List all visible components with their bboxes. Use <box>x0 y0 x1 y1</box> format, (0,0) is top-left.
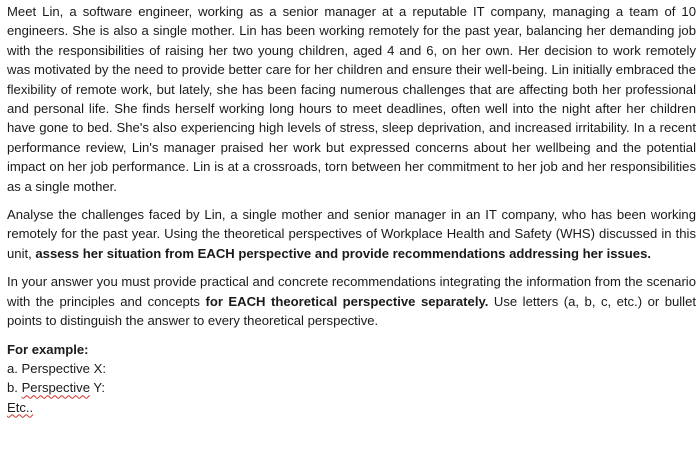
example-line-b-prefix: b. <box>7 380 22 396</box>
task-emphasis: assess her situation from EACH perspective and provide recommendations addressing her issues. <box>35 245 651 261</box>
spellcheck-word: Perspective <box>21 380 90 396</box>
example-heading: For example: <box>7 341 89 357</box>
instructions-text-before: In your answer you must provide practical and concrete recommendations integrating the information from the scenario with the principles and concepts <box>7 274 696 309</box>
example-line-etc <box>7 398 696 417</box>
example-line-a: a. Perspective X: <box>7 360 106 376</box>
instructions-text-after: Use letters (a, b, c, etc.) or bullet points to distinguish the answer to every theoretical perspective. <box>7 293 696 329</box>
task-paragraph <box>7 205 696 263</box>
example-line-b-suffix: Y: <box>89 380 106 396</box>
example-etc: Etc.. <box>7 399 34 415</box>
task-text: Analyse the challenges faced by Lin, a single mother and senior manager in an IT company, who has been working remotely for the past year. Using the theoretical perspectives of Workplace Health and Safety (WHS) discussed in this unit, <box>7 207 696 261</box>
scenario-paragraph <box>7 2 696 196</box>
scenario-text: Meet Lin, a software engineer, working as a senior manager at a reputable IT company, managing a team of 10 engineers. She is also a single mother. Lin has been working remotely for the past year, balancing her demanding job with the responsibilities of raising her two young children, aged 4 and 6, on her own. Her decision to work remotely was motivated by the need to provide better care for her children and ensure their well-being. Lin initially embraced the flexibility of remote work, but lately, she has been facing numerous challenges that are affecting both her professional and personal life. She finds herself working long hours to meet deadlines, often well into the night after her children have gone to bed. She's also experiencing high levels of stress, sleep deprivation, and increased irritability. In a recent performance review, Lin's manager praised her work but expressed concerns about her wellbeing and the potential impact on her job performance. Lin is at a crossroads, torn between her commitment to her job and her responsibilities as a single mother. <box>7 4 696 194</box>
example-block <box>7 340 696 418</box>
instructions-emphasis: for EACH theoretical perspective separately. <box>205 293 489 309</box>
example-line-b <box>7 378 696 397</box>
instructions-paragraph <box>7 272 696 330</box>
